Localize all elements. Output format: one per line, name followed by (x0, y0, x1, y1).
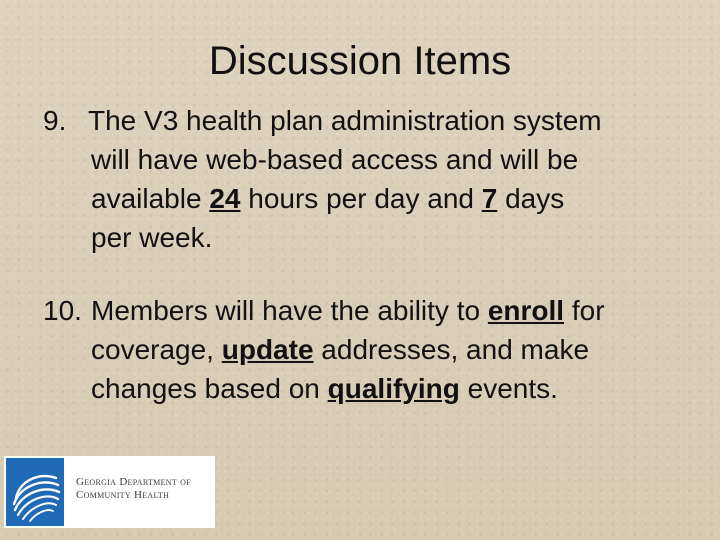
item-9-line-3: available 24 hours per day and 7 days (91, 183, 565, 214)
discussion-item-10 (43, 291, 693, 408)
qualifying-keyword: qualifying (327, 373, 460, 404)
logo-line-1: Georgia Department of (76, 476, 191, 488)
enroll-keyword: enroll (487, 295, 565, 326)
days-value: 7 (481, 183, 498, 214)
item-10-line-3: changes based on qualifying events. (91, 373, 558, 404)
hours-value: 24 (209, 183, 241, 214)
slide-title: Discussion Items (208, 39, 512, 83)
logo-line-2: Community Health (76, 489, 170, 501)
globe-arcs-icon (6, 458, 64, 526)
georgia-dch-logo (4, 456, 215, 528)
logo-text (76, 476, 191, 502)
item-9-line-2: will have web-based access and will be (91, 144, 579, 175)
discussion-item-9 (43, 101, 693, 257)
item-9-line-1: 9. The V3 health plan administration system (43, 101, 693, 140)
item-10-line-1: 10. Members will have the ability to enroll for (43, 291, 693, 330)
item-9-number: 9. (43, 105, 67, 136)
item-10-line-2: coverage, update addresses, and make (91, 334, 590, 365)
item-9-line-4: per week. (91, 222, 213, 253)
update-keyword: update (221, 334, 314, 365)
item-10-number: 10. (43, 295, 82, 326)
